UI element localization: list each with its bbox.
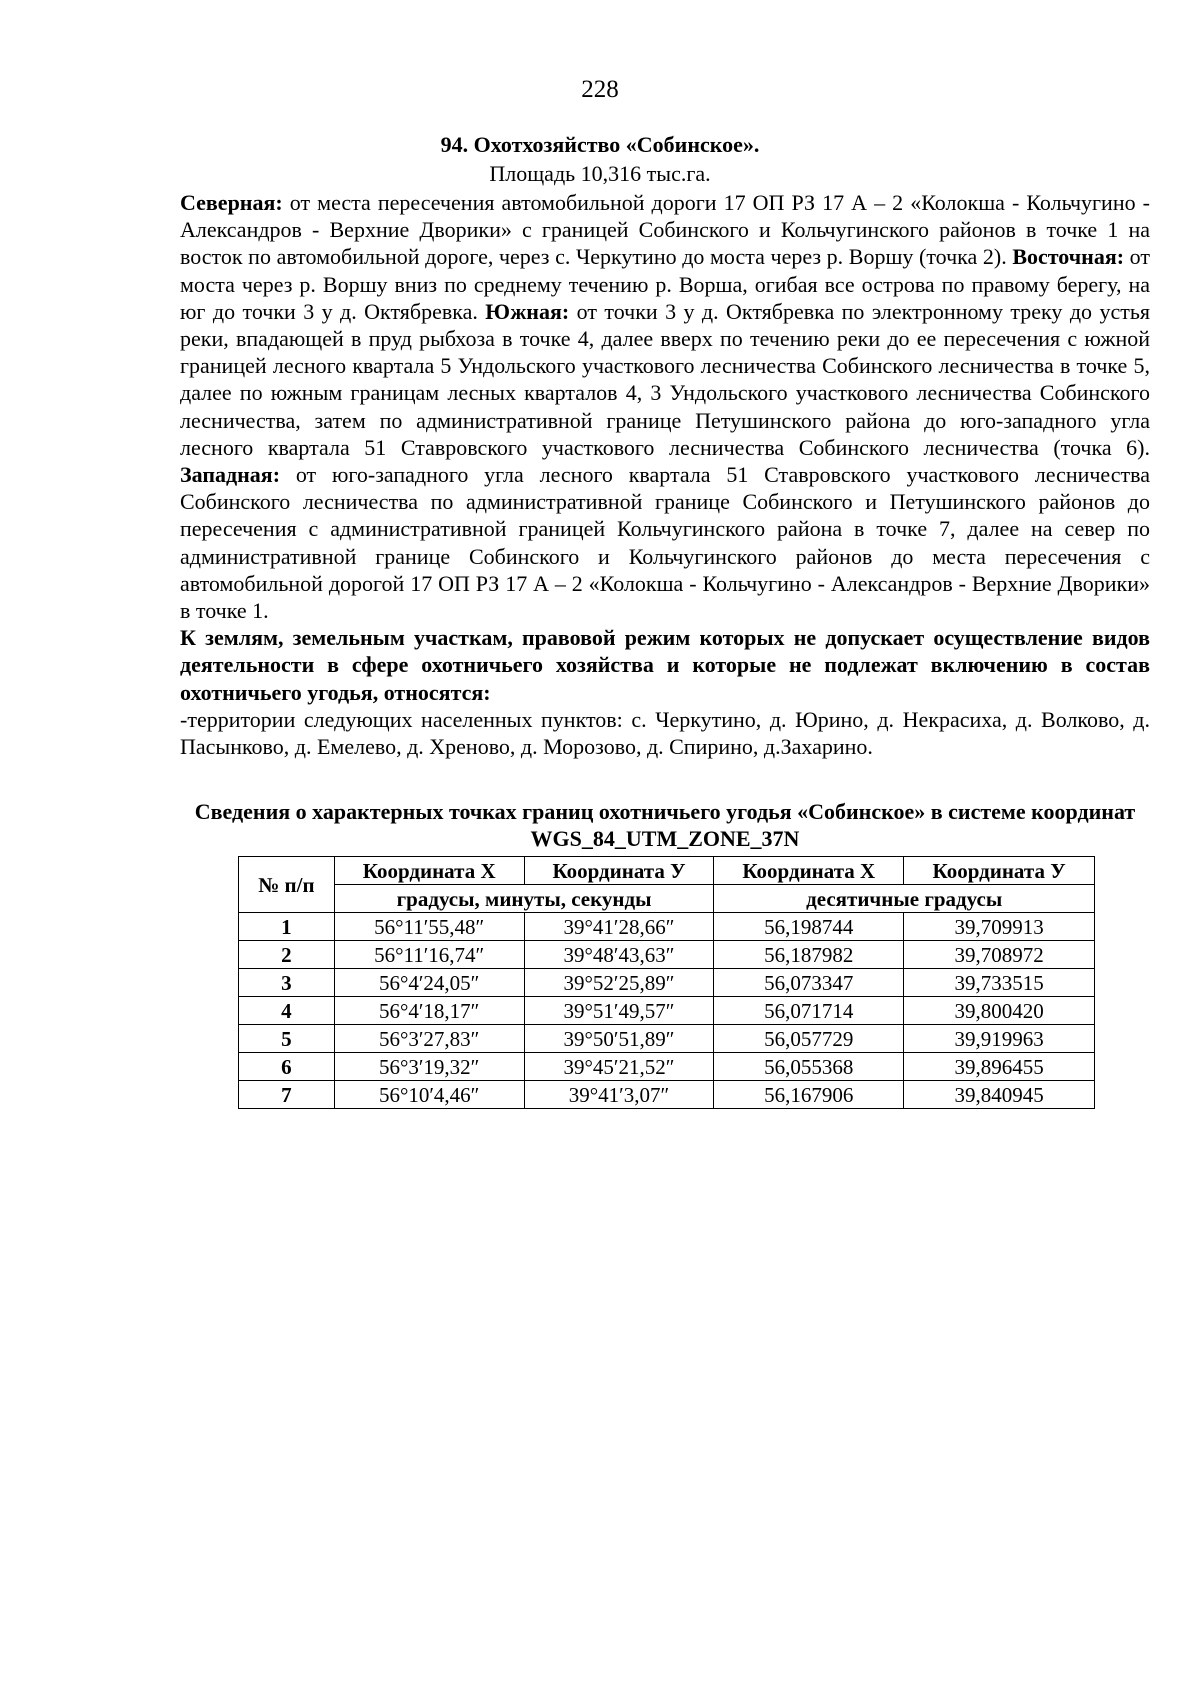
coord-x-dms-cell: 56°4′18,17″ (334, 997, 524, 1025)
area-text: Площадь 10,316 тыс.га. (489, 161, 711, 186)
table-header-row (239, 857, 1095, 885)
point-number-cell: 7 (239, 1081, 335, 1109)
table-row (239, 941, 1095, 969)
point-number-cell: 3 (239, 969, 335, 997)
page-number: 228 (581, 76, 619, 103)
coord-x-dms-cell: 56°11′16,74″ (334, 941, 524, 969)
section-title: 94. Охотхозяйство «Собинское». (440, 132, 760, 157)
point-number-cell: 5 (239, 1025, 335, 1053)
coord-x-dec-cell: 56,187982 (714, 941, 904, 969)
coord-x-dms-cell: 56°4′24,05″ (334, 969, 524, 997)
west-text: от юго-западного угла лесного квартала 51 Ставровского участкового лесничества Собинского лесничества по административной границе Собинского и Петушинского районов до пересечения с административной границей Кольчугинского района в точке 7, далее на север по административной границе Собинского и Кольчугинского районов до места пересечения с автомобильной дорогой 17 ОП РЗ 17 А – 2 «Колокша - Кольчугино - Александров - Верхние Дворики» в точке 1. (180, 462, 1150, 624)
coord-x-dec-cell: 56,167906 (714, 1081, 904, 1109)
coord-x-dms-cell: 56°3′27,83″ (334, 1025, 524, 1053)
point-number-cell: 1 (239, 913, 335, 941)
east-text: от моста через р. Воршу вниз по среднему течению р. Ворша, огибая все острова по правому берегу, на юг до точки 3 у д. Октябревка. (180, 244, 1150, 324)
table-row (239, 1081, 1095, 1109)
coord-x-dec-cell: 56,198744 (714, 913, 904, 941)
point-number-cell: 4 (239, 997, 335, 1025)
restricted-text: -территории следующих населенных пунктов: с. Черкутино, д. Юрино, д. Некрасиха, д. Волково, д. Пасынково, д. Емелево, д. Хреново, д. Морозово, д. Спирино, д.Захарино. (180, 706, 1150, 760)
coord-y-dms-cell: 39°50′51,89″ (524, 1025, 714, 1053)
coord-y-dms-cell: 39°52′25,89″ (524, 969, 714, 997)
coord-x-dms-cell: 56°10′4,46″ (334, 1081, 524, 1109)
header-coord-x-dec: Координата Х (714, 857, 904, 885)
coord-x-dms-cell: 56°11′55,48″ (334, 913, 524, 941)
table-body (239, 913, 1095, 1109)
east-label: Восточная: (1012, 244, 1125, 270)
coord-y-dms-cell: 39°48′43,63″ (524, 941, 714, 969)
south-label: Южная: (485, 298, 570, 324)
table-row (239, 969, 1095, 997)
coord-y-dms-cell: 39°45′21,52″ (524, 1053, 714, 1081)
coord-y-dec-cell: 39,733515 (904, 969, 1095, 997)
table-row (239, 1053, 1095, 1081)
west-label: Западная: (180, 462, 281, 488)
header-coord-x-dms: Координата Х (334, 857, 524, 885)
coord-y-dec-cell: 39,709913 (904, 913, 1095, 941)
coord-y-dec-cell: 39,800420 (904, 997, 1095, 1025)
coord-y-dms-cell: 39°51′49,57″ (524, 997, 714, 1025)
table-title: Сведения о характерных точках границ охотничьего угодья «Собинское» в системе координат WGS_84_UTM_ZONE_37N (194, 799, 1136, 851)
coord-y-dec-cell: 39,896455 (904, 1053, 1095, 1081)
coord-x-dec-cell: 56,071714 (714, 997, 904, 1025)
coord-x-dec-cell: 56,073347 (714, 969, 904, 997)
table-row (239, 913, 1095, 941)
header-coord-y-dec: Координата У (904, 857, 1095, 885)
coordinates-table (238, 856, 1095, 1109)
south-text: от точки 3 у д. Октябревка по электронному треку до устья реки, впадающей в пруд рыбхоза в точке 4, далее вверх по течению реки до ее пересечения с южной границей лесного квартала 5 Ундольского участкового лесничества Собинского лесничества в точке 5, далее по южным границам лесных кварталов 4, 3 Ундольского участкового лесничества Собинского лесничества, затем по административной границе Петушинского района до юго-западного угла лесного квартала 51 Ставровского участкового лесничества Собинского лесничества (точка 6). (180, 298, 1150, 460)
point-number-cell: 2 (239, 941, 335, 969)
boundaries-paragraph (180, 189, 1150, 624)
coord-y-dec-cell: 39,919963 (904, 1025, 1095, 1053)
header-coord-y-dms: Координата У (524, 857, 714, 885)
coord-y-dec-cell: 39,840945 (904, 1081, 1095, 1109)
point-number-cell: 6 (239, 1053, 335, 1081)
north-label: Северная: (180, 190, 283, 215)
header-dec-units: десятичные градусы (714, 885, 1095, 913)
header-num: № п/п (239, 857, 335, 913)
north-text: от места пересечения автомобильной дороги 17 ОП РЗ 17 А – 2 «Колокша - Кольчугино - Александров - Верхние Дворики» с границей Собинского и Кольчугинского районов в точке 1 на восток по автомобильной дороге, через с. Черкутино до моста через р. Воршу (точка 2). (180, 190, 1150, 270)
table-subheader-row (239, 885, 1095, 913)
coord-y-dms-cell: 39°41′28,66″ (524, 913, 714, 941)
table-row (239, 997, 1095, 1025)
coord-x-dms-cell: 56°3′19,32″ (334, 1053, 524, 1081)
body-text (180, 189, 1150, 760)
restricted-heading: К землям, земельным участкам, правовой режим которых не допускает осуществление видов деятельности в сфере охотничьего хозяйства и которые не подлежат включению в состав охотничьего угодья, относятся: (180, 625, 1150, 705)
table-row (239, 1025, 1095, 1053)
coord-x-dec-cell: 56,055368 (714, 1053, 904, 1081)
header-dms-units: градусы, минуты, секунды (334, 885, 714, 913)
coord-y-dec-cell: 39,708972 (904, 941, 1095, 969)
coord-y-dms-cell: 39°41′3,07″ (524, 1081, 714, 1109)
coord-x-dec-cell: 56,057729 (714, 1025, 904, 1053)
